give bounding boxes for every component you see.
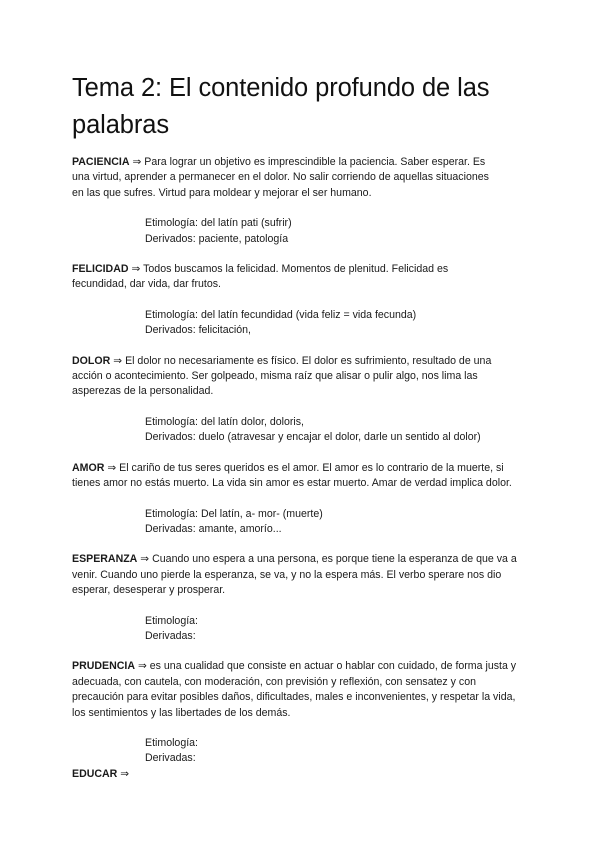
term-label: PACIENCIA	[72, 156, 130, 168]
arrow-icon: ⇒	[120, 767, 130, 780]
derivados-line: Derivados: paciente, patología	[145, 232, 289, 245]
term-label: AMOR	[72, 461, 105, 474]
term-label: ESPERANZA	[72, 553, 138, 566]
term-label: EDUCAR	[72, 767, 118, 780]
term-label: DOLOR	[72, 354, 111, 367]
entry-text: Para lograr un objetivo es imprescindible la paciencia. Saber esperar. Es una virtud, aprender a permanecer en el dolor. No salir corriendo de aquellas situaciones en las que sufres. Virtud para moldear y mejorar el ser humano.	[72, 156, 489, 199]
derivados-line: Derivadas: amante, amorío...	[145, 522, 282, 535]
etimologia-line: Etimología: Del latín, a- mor- (muerte)	[145, 507, 323, 520]
arrow-icon: ⇒	[137, 660, 147, 673]
entry-prudencia	[72, 659, 527, 721]
derivados-line: Derivadas:	[145, 629, 196, 642]
entry-text: Cuando uno espera a una persona, es porque tiene la esperanza de que va a venir. Cuando uno pierde la esperanza, se va, y no la espera más. El verbo sperare nos dio esperar, desesperar y prosperar.	[72, 553, 517, 597]
entry-educar	[72, 767, 532, 782]
etimologia-line: Etimología: del latín dolor, doloris,	[145, 415, 304, 428]
etimologia-line: Etimología:	[145, 736, 198, 749]
derivados-line: Derivadas:	[145, 752, 196, 765]
entry-amor	[72, 461, 532, 492]
entry-text: Todos buscamos la felicidad. Momentos de plenitud. Felicidad es fecundidad, dar vida, dar frutos.	[72, 263, 449, 291]
arrow-icon: ⇒	[131, 263, 141, 276]
derivados-line: Derivados: duelo (atravesar y encajar el dolor, darle un sentido al dolor)	[145, 431, 481, 444]
term-label: PRUDENCIA	[72, 660, 135, 673]
entry-dolor	[72, 354, 522, 400]
term-label: FELICIDAD	[72, 263, 129, 276]
entry-text: es una cualidad que consiste en actuar o hablar con cuidado, de forma justa y adecuada, con cautela, con moderación, con previsión y reflexión, con sensatez y con precaución para evitar posibles daños, dificultades, males e inconvenientes, y respetar la vida, los sentimientos y las libertades de los demás.	[72, 660, 517, 719]
entry-esperanza	[72, 552, 517, 598]
document-page	[72, 70, 532, 782]
entry-felicidad	[72, 262, 472, 293]
arrow-icon: ⇒	[113, 354, 123, 367]
arrow-icon: ⇒	[140, 553, 150, 566]
page-title: Tema 2: El contenido profundo de las palabras	[72, 74, 490, 139]
arrow-icon: ⇒	[132, 156, 142, 168]
arrow-icon: ⇒	[107, 461, 117, 474]
derivados-line: Derivados: felicitación,	[145, 324, 251, 337]
entry-text: El dolor no necesariamente es físico. El dolor es sufrimiento, resultado de una acción o acontecimiento. Ser golpeado, misma raíz que alisar o pulir algo, nos lima las asperezas de la personalidad.	[72, 354, 492, 398]
etimologia-line: Etimología:	[145, 614, 198, 627]
entry-text: El cariño de tus seres queridos es el amor. El amor es lo contrario de la muerte, si tienes amor no estás muerto. La vida sin amor es estar muerto. Amar de verdad implica dolor.	[72, 461, 512, 490]
etimologia-line: Etimología: del latín pati (sufrir)	[145, 217, 292, 230]
etimologia-line: Etimología: del latín fecundidad (vida feliz = vida fecunda)	[145, 308, 417, 321]
entry-paciencia	[72, 155, 492, 201]
